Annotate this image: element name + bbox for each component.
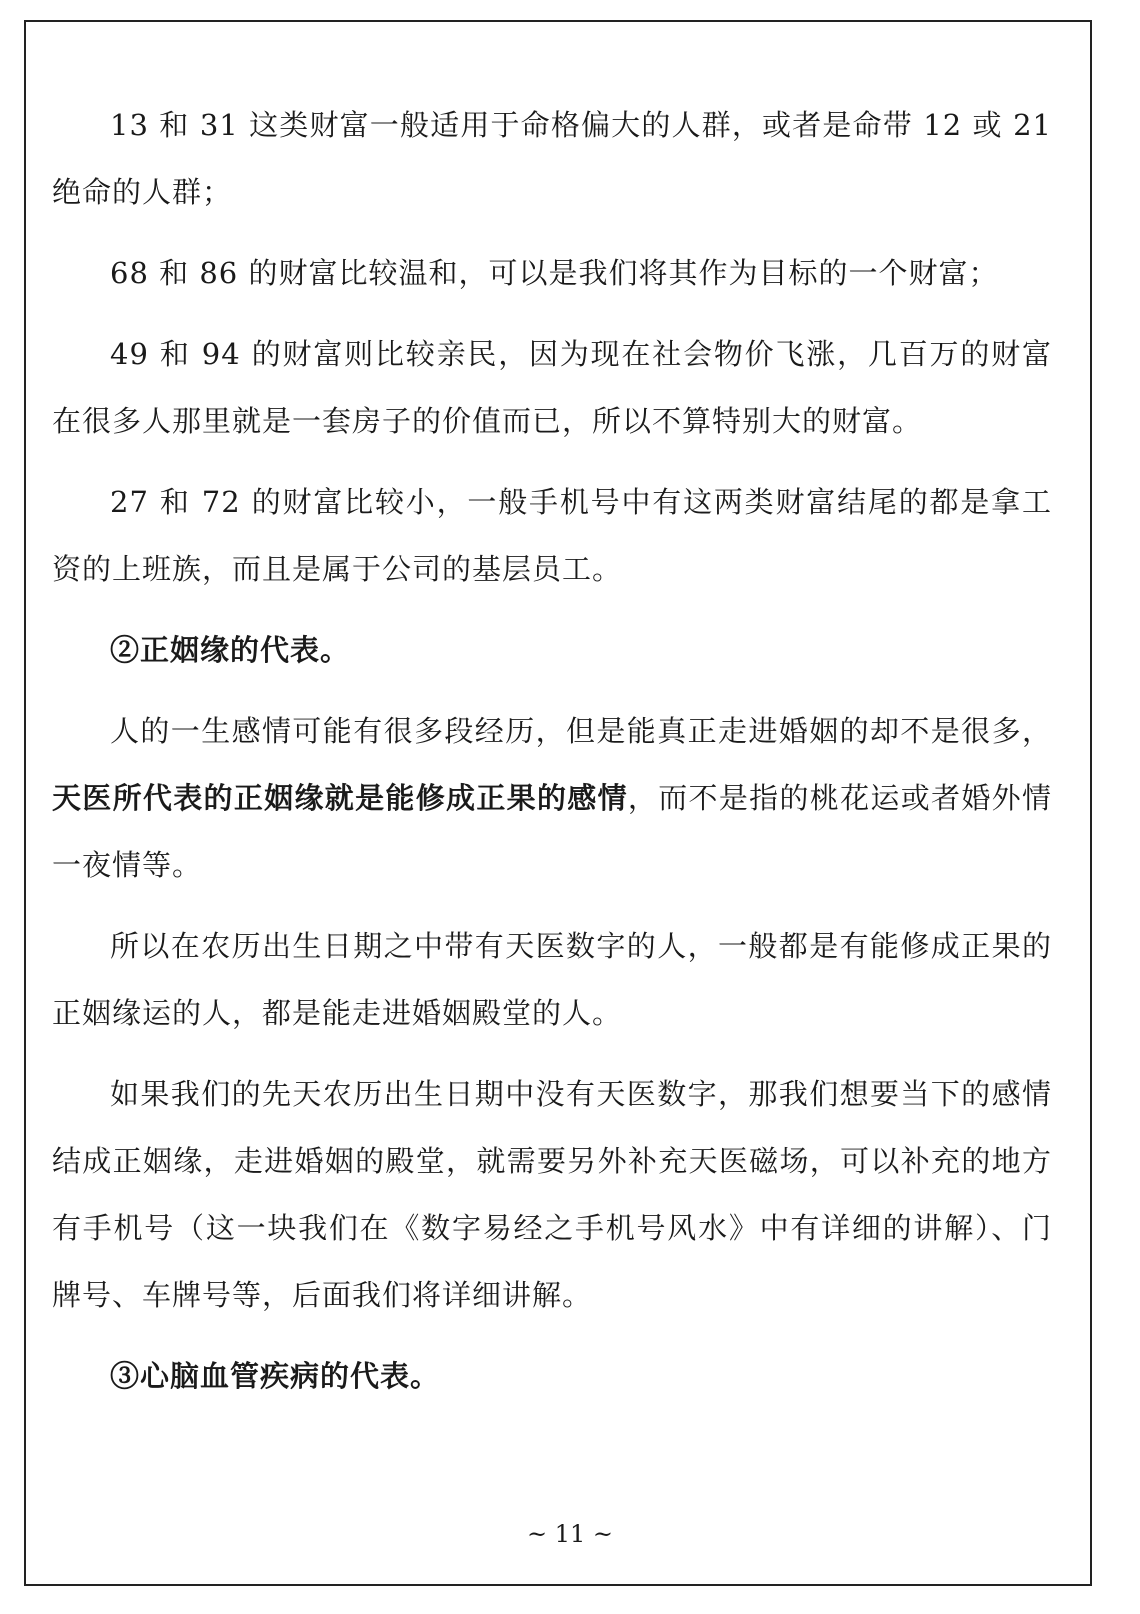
paragraph-supplement-tianyi: 如果我们的先天农历出生日期中没有天医数字，那我们想要当下的感情结成正姻缘，走进婚姻的殿堂，就需要另外补充天医磁场，可以补充的地方有手机号（这一块我们在《数字易经之手机号风水》中有详细的讲解）、门牌号、车牌号等，后面我们将详细讲解。 [52, 1077, 1052, 1312]
paragraph-marriage-intro [52, 698, 1052, 899]
paragraph-wealth-13-31: 13 和 31 这类财富一般适用于命格偏大的人群，或者是命带 12 或 21 绝命的人群； [52, 108, 1052, 209]
paragraph-wealth-49-94: 49 和 94 的财富则比较亲民，因为现在社会物价飞涨，几百万的财富在很多人那里就是一套房子的价值而已，所以不算特别大的财富。 [52, 337, 1052, 438]
paragraph-wealth-68-86: 68 和 86 的财富比较温和，可以是我们将其作为目标的一个财富； [110, 256, 999, 290]
paragraph-wealth-27-72: 27 和 72 的财富比较小，一般手机号中有这两类财富结尾的都是拿工资的上班族，而且是属于公司的基层员工。 [52, 485, 1052, 586]
section-heading-cardiovascular: ③心脑血管疾病的代表。 [110, 1359, 441, 1393]
paragraph-marriage-intro-text-a: 人的一生感情可能有很多段经历，但是能真正走进婚姻的却不是很多， [110, 714, 1052, 748]
document-body [52, 92, 1052, 1424]
paragraph-marriage-intro-text-b: ，而不是指的桃花运或者婚外情一夜情等。 [52, 781, 1052, 882]
paragraph-marriage-intro-emphasis: 天医所代表的正姻缘就是能修成正果的感情 [52, 781, 628, 815]
paragraph-lunar-birthday: 所以在农历出生日期之中带有天医数字的人，一般都是有能修成正果的正姻缘运的人，都是能走进婚姻殿堂的人。 [52, 929, 1052, 1030]
page-number: ~ 11 ~ [526, 1520, 613, 1548]
section-heading-marriage: ②正姻缘的代表。 [110, 633, 351, 667]
